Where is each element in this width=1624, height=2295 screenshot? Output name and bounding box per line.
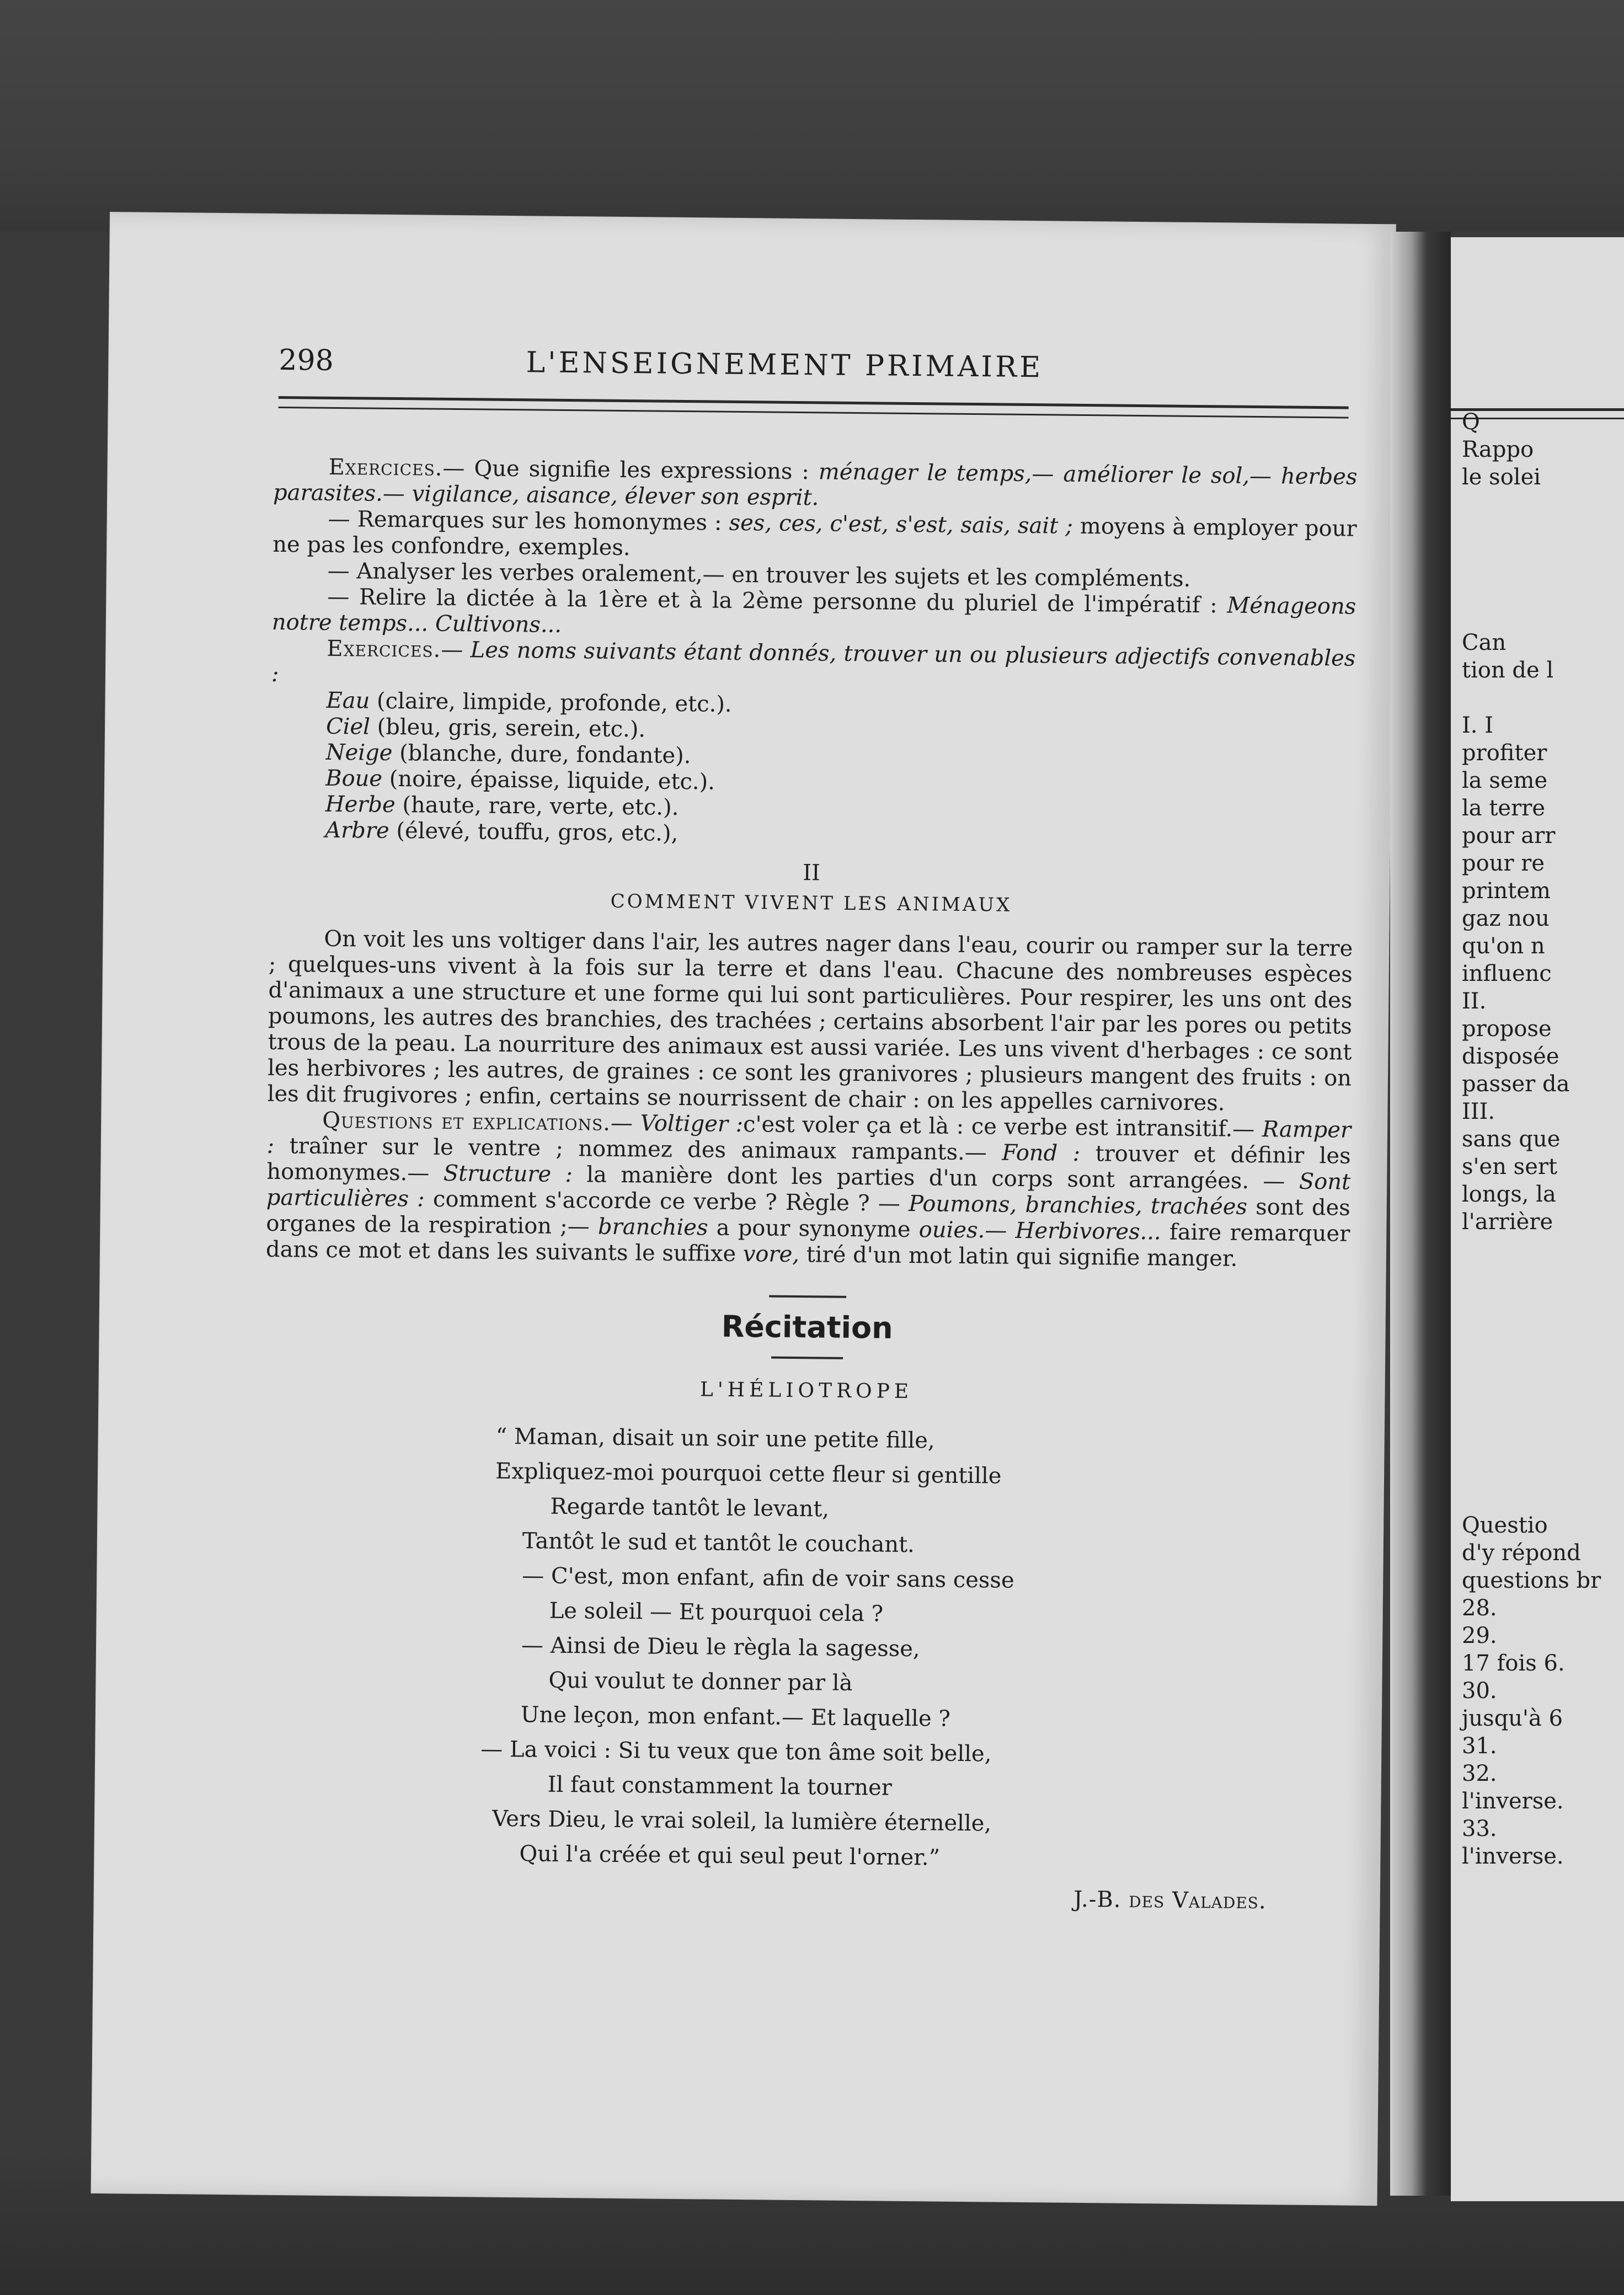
- right-page-fragment: [1462, 601, 1624, 629]
- right-page-fragment: pour re: [1462, 851, 1545, 876]
- right-page-fragment: propose: [1462, 1016, 1552, 1042]
- q-text: traîner sur le ventre ; nommez des animaux rampants.—: [274, 1133, 1002, 1166]
- q-text: a pour synonyme: [708, 1215, 920, 1243]
- right-page-fragment: l'arrière: [1462, 1209, 1553, 1235]
- right-page-fragment: la seme: [1462, 768, 1548, 793]
- right-page-fragment: 30.: [1462, 1678, 1497, 1704]
- poem-line: Expliquez-moi pourquoi cette fleur si gentille: [495, 1458, 1002, 1489]
- right-page-fragment: le solei: [1462, 465, 1541, 490]
- poem: [480, 1419, 1348, 1880]
- exercise-italic: ses, ces, c'est, s'est, sais, sait ;: [729, 510, 1073, 539]
- page-header: [109, 342, 1395, 398]
- poem-line: “ Maman, disait un soir une petite fille,: [495, 1423, 935, 1454]
- right-page-fragment: Rappo: [1462, 437, 1534, 462]
- right-page-fragment: 32.: [1462, 1761, 1497, 1786]
- right-page-fragment: jusqu'à 6: [1462, 1706, 1563, 1731]
- poem-line: — Ainsi de Dieu le règla la sagesse,: [521, 1632, 920, 1662]
- q-term: Structure :: [443, 1160, 573, 1188]
- poem-author: J.-B. des Valades.: [1073, 1886, 1267, 1914]
- poem-line: Vers Dieu, le vrai soleil, la lumière éternelle,: [492, 1806, 992, 1837]
- exercise-italic: ménager le temps,— améliorer le sol,— herbes parasites.— vigilance, aisance, élever son esprit.: [273, 459, 1358, 511]
- right-page-fragment: d'y répond: [1462, 1540, 1581, 1566]
- exercise-text: — Relire la dictée à la 1ère et à la 2ème personne du pluriel de l'impératif :: [327, 584, 1227, 618]
- q-text: tiré d'un mot latin qui signifie manger.: [799, 1242, 1238, 1272]
- poem-line: Qui voulut te donner par là: [548, 1667, 853, 1696]
- right-page-text: [1462, 408, 1624, 1870]
- noun: Boue: [325, 765, 383, 792]
- adjectives: (haute, rare, verte, etc.).: [395, 792, 679, 820]
- exercise-line: — Analyser les verbes oralement,— en trouver les sujets et les compléments.: [327, 558, 1191, 592]
- questions-paragraph: [266, 1107, 1351, 1273]
- right-page-fragment: 28.: [1462, 1595, 1497, 1621]
- noun: Neige: [325, 739, 393, 766]
- q-term: ouies.— Herbivores...: [918, 1217, 1162, 1245]
- right-page-fragment: [1462, 519, 1624, 546]
- right-page-fragment: [1462, 546, 1624, 574]
- right-page-fragment: 29.: [1462, 1623, 1497, 1648]
- q-text: c'est voler ça et là : ce verbe est intransitif.—: [742, 1112, 1263, 1143]
- running-title: L'ENSEIGNEMENT PRIMAIRE: [526, 346, 1044, 385]
- right-page-fragment: [1462, 1319, 1624, 1346]
- poem-line: Tantôt le sud et tantôt le couchant.: [522, 1528, 915, 1558]
- q-text: la manière dont les parties d'un corps sont arrangées. —: [572, 1162, 1300, 1194]
- poem-line: — C'est, mon enfant, afin de voir sans cesse: [522, 1563, 1014, 1593]
- q-text: —: [610, 1110, 640, 1136]
- poem-line: — La voici : Si tu veux que ton âme soit belle,: [480, 1736, 992, 1767]
- exercise-label: Exercices.: [327, 636, 441, 663]
- questions-label: Questions et explications.: [322, 1107, 611, 1136]
- right-page-fragment: [1462, 1484, 1624, 1512]
- adjective-list: [270, 687, 1355, 853]
- q-term: Poumons, branchies, trachées: [908, 1191, 1248, 1220]
- adjectives: (blanche, dure, fondante).: [392, 740, 691, 769]
- right-page-fragment: Questio: [1462, 1513, 1548, 1538]
- poem-line: Regarde tantôt le levant,: [550, 1493, 830, 1522]
- q-text: sont des organes de la respiration ;—: [266, 1194, 1351, 1240]
- exercise-label: Exercices.: [328, 454, 443, 481]
- photo-backdrop-top: [0, 0, 1624, 232]
- poem-line: Une leçon, mon enfant.— Et laquelle ?: [520, 1702, 951, 1732]
- poem-line: Il faut constamment la tourner: [547, 1771, 893, 1801]
- q-term: branchies: [597, 1214, 708, 1241]
- right-page-fragment: l'inverse.: [1462, 1789, 1564, 1814]
- q-term: Ramper :: [266, 1117, 1351, 1159]
- right-page-fragment: qu'on n: [1462, 933, 1545, 959]
- q-term: Sont particulières :: [266, 1168, 1351, 1212]
- right-page-fragment: passer da: [1462, 1071, 1570, 1097]
- right-page-fragment: printem: [1462, 878, 1551, 904]
- header-rule: [279, 396, 1349, 419]
- right-page-fragment: [1462, 1456, 1624, 1484]
- poem-line: Qui l'a créée et qui seul peut l'orner.”: [519, 1841, 941, 1871]
- adjectives: (élevé, touffu, gros, etc.),: [389, 818, 679, 846]
- q-text: trouver et définir les homonymes.—: [266, 1140, 1351, 1186]
- body-paragraph: On voit les uns voltiger dans l'air, les autres nager dans l'eau, courir ou ramper sur la terre ; quelques-uns vivent à la fois sur la terre et dans l'eau. Chacune des nombreuses espèces d'animaux a une structure et une forme qui lui sont particulières. Pour respirer, les uns ont des poumons, les autres des branchies, des trachées ; certains absorbent l'air par les pores ou petits trous de la peau. La nourriture des animaux est aussi variée. Les uns vivent d'herbages : ce sont les herbivores ; les autres, de graines : ce sont les granivores ; plusieurs mangent des fruits : on les dit frugivores ; enfin, certains se nourrissent de chair : on les appelles carnivores.: [267, 926, 1353, 1116]
- noun: Eau: [326, 687, 370, 714]
- right-page-fragment: profiter: [1462, 740, 1547, 766]
- adjectives: (claire, limpide, profonde, etc.).: [370, 688, 732, 717]
- right-page-fragment: [1462, 1263, 1624, 1291]
- page-number: 298: [279, 343, 334, 377]
- right-page-fragment: Can: [1462, 630, 1507, 655]
- right-page-fragment: 31.: [1462, 1733, 1497, 1759]
- right-page-fragment: tion de l: [1462, 658, 1554, 683]
- right-page-fragment: longs, la: [1462, 1182, 1556, 1207]
- right-page-fragment: [1462, 1429, 1624, 1456]
- right-page: [1451, 237, 1624, 2201]
- exercise-text: — Que signifie les expressions :: [442, 455, 819, 485]
- q-text: faire remarquer dans ce mot et dans les suivants le suffixe: [265, 1219, 1350, 1267]
- right-page-fragment: II.: [1462, 989, 1487, 1014]
- right-page-fragment: la terre: [1462, 796, 1546, 821]
- noun: Herbe: [325, 791, 396, 818]
- page-content: [260, 454, 1358, 1915]
- right-page-fragment: 17 fois 6.: [1462, 1651, 1565, 1676]
- right-page-fragment: 33.: [1462, 1816, 1497, 1842]
- right-page-fragment: III.: [1462, 1099, 1495, 1124]
- left-page: [92, 212, 1396, 2205]
- right-page-fragment: [1462, 1401, 1624, 1429]
- book-gutter: [1390, 232, 1451, 2196]
- noun: Ciel: [325, 713, 371, 740]
- section-number: II: [803, 860, 821, 886]
- right-page-fragment: [1462, 1236, 1624, 1263]
- adjectives: (bleu, gris, serein, etc.).: [370, 714, 646, 743]
- right-page-fragment: [1462, 1346, 1624, 1374]
- right-page-fragment: gaz nou: [1462, 906, 1550, 931]
- right-page-fragment: influenc: [1462, 961, 1552, 986]
- exercise-text: moyens à employer pour ne pas les confondre, exemples.: [273, 513, 1357, 561]
- section-title: COMMENT VIVENT LES ANIMAUX: [610, 890, 1012, 916]
- noun: Arbre: [325, 817, 389, 844]
- right-page-fragment: I. I: [1462, 713, 1494, 738]
- right-page-fragment: [1462, 684, 1624, 712]
- exercise-text: — Remarques sur les homonymes :: [328, 506, 729, 536]
- right-page-fragment: s'en sert: [1462, 1154, 1558, 1179]
- adjectives: (noire, épaisse, liquide, etc.).: [382, 766, 715, 795]
- right-page-fragment: [1462, 574, 1624, 601]
- right-page-fragment: pour arr: [1462, 823, 1556, 848]
- exercise-italic: Ménageons notre temps... Cultivons...: [271, 593, 1356, 638]
- right-page-fragment: [1462, 491, 1624, 519]
- right-page-fragment: [1462, 1291, 1624, 1319]
- poem-line: Le soleil — Et pourquoi cela ?: [549, 1598, 884, 1627]
- q-term: vore,: [742, 1241, 800, 1268]
- q-text: comment s'accorde ce verbe ? Règle ? —: [424, 1186, 909, 1216]
- q-term: Fond :: [1002, 1140, 1081, 1166]
- right-page-fragment: questions br: [1462, 1568, 1601, 1593]
- right-page-fragment: sans que: [1462, 1127, 1561, 1152]
- right-page-fragment: Q: [1462, 409, 1480, 435]
- right-page-fragment: l'inverse.: [1462, 1844, 1564, 1869]
- right-page-fragment: disposée: [1462, 1044, 1559, 1069]
- section-divider: [769, 1295, 846, 1298]
- heading-underline: [771, 1357, 843, 1359]
- right-page-fragment: [1462, 1374, 1624, 1401]
- recitation-heading: Récitation: [721, 1309, 893, 1346]
- q-term: Voltiger :: [640, 1111, 744, 1138]
- exercise-italic: — Les noms suivants étant donnés, trouver un ou plusieurs adjectifs convenables :: [271, 637, 1356, 687]
- poem-title: L'HÉLIOTROPE: [699, 1378, 913, 1403]
